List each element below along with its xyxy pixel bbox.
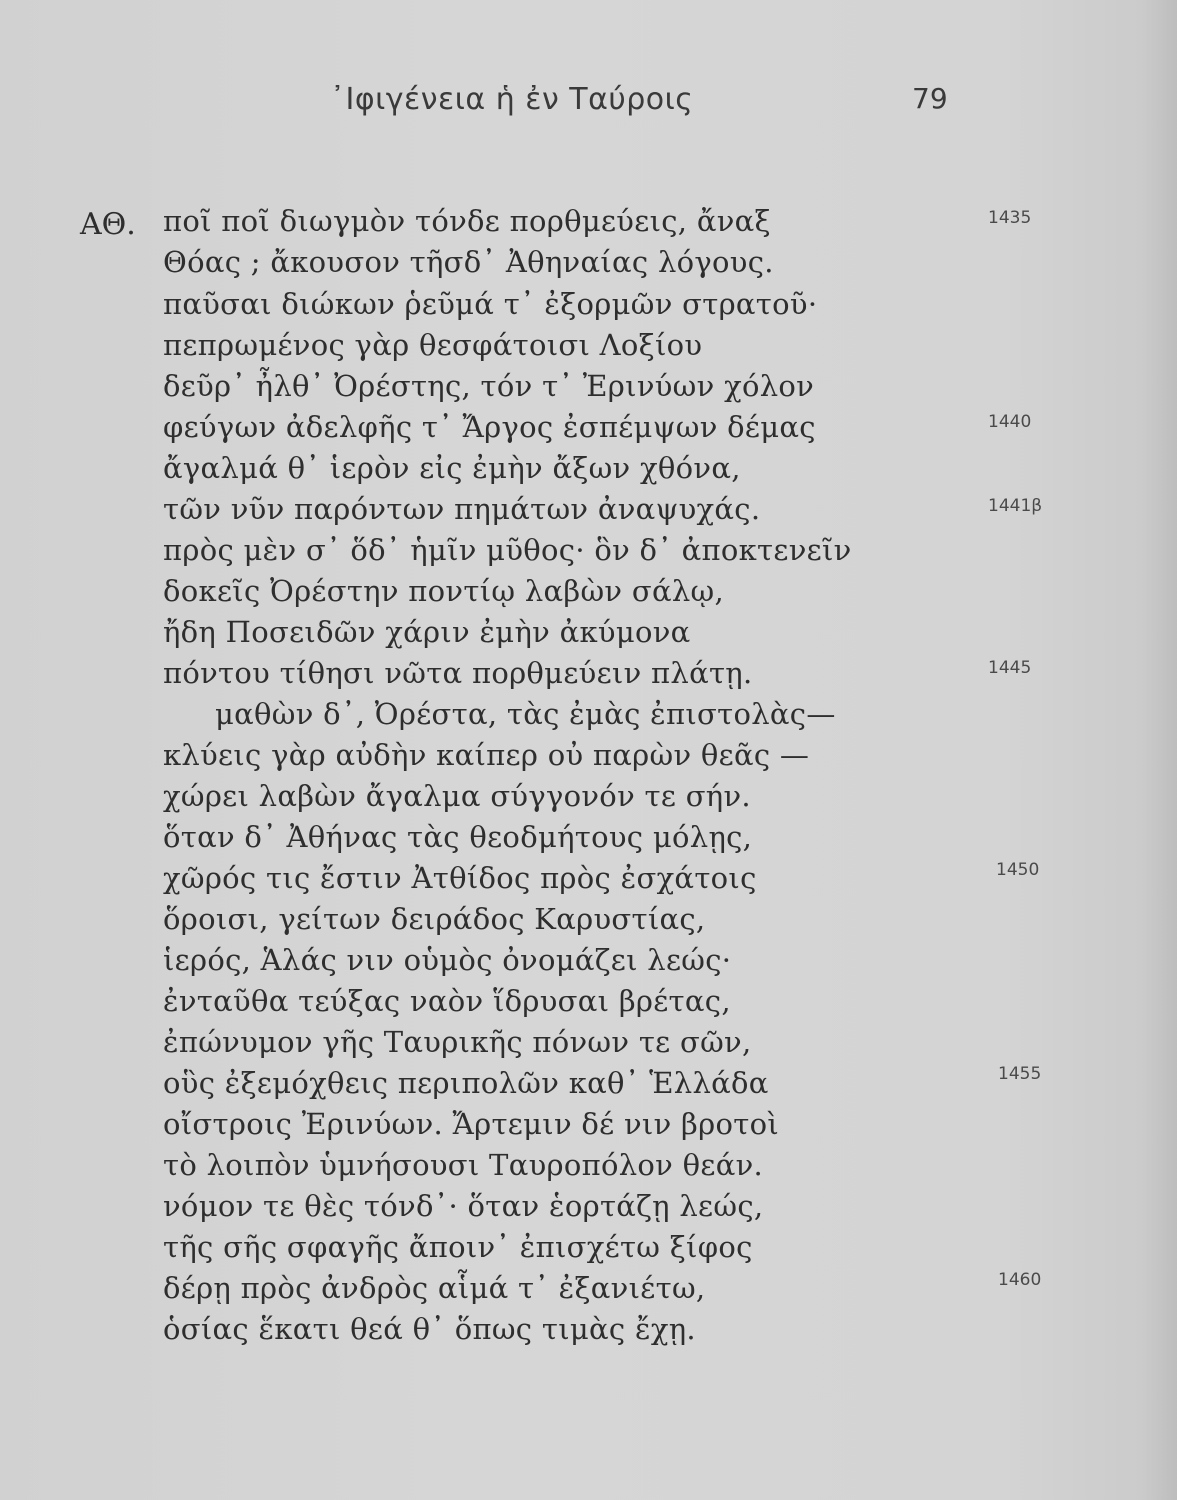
- verse-line: ἄγαλμά θ᾿ ἱερὸν εἰς ἐμὴν ἄξων χθόνα,: [163, 451, 741, 485]
- verse-line: οὓς ἐξεμόχθεις περιπολῶν καθ᾿ Ἑλλάδα: [163, 1066, 769, 1100]
- verse-line: πρὸς μὲν σ᾿ ὅδ᾿ ἡμῖν μῦθος· ὃν δ᾿ ἀποκτενεῖν: [163, 533, 852, 567]
- running-title: ᾿Ιφιγένεια ἡ ἐν Ταύροις: [330, 82, 694, 117]
- verse-line: οἴστροις Ἐρινύων. Ἄρτεμιν δέ νιν βροτοὶ: [163, 1107, 779, 1141]
- verse-line: ἐπώνυμον γῆς Ταυρικῆς πόνων τε σῶν,: [163, 1025, 752, 1059]
- verse-line: ὅροισι, γείτων δειράδος Καρυστίας,: [163, 902, 706, 936]
- verse-line: χώρει λαβὼν ἄγαλμα σύγγονόν τε σήν.: [163, 779, 751, 813]
- verse-line: ἤδη Ποσειδῶν χάριν ἐμὴν ἀκύμονα: [163, 615, 691, 649]
- line-number: 1445: [988, 658, 1032, 678]
- verse-line: τῶν νῦν παρόντων πημάτων ἀναψυχάς.: [163, 492, 761, 526]
- verse-line: ἐνταῦθα τεύξας ναὸν ἵδρυσαι βρέτας,: [163, 984, 731, 1018]
- verse-line: κλύεις γὰρ αὐδὴν καίπερ οὐ παρὼν θεᾶς —: [163, 738, 810, 772]
- line-number: 1450: [996, 860, 1040, 880]
- line-number: 1435: [988, 208, 1032, 228]
- verse-line: παῦσαι διώκων ῥεῦμά τ᾿ ἐξορμῶν στρατοῦ·: [163, 287, 818, 321]
- verse-line: φεύγων ἀδελφῆς τ᾿ Ἄργος ἐσπέμψων δέμας: [163, 410, 816, 444]
- verse-line: πεπρωμένος γὰρ θεσφάτοισι Λοξίου: [163, 328, 703, 362]
- verse-line: χῶρός τις ἔστιν Ἀτθίδος πρὸς ἐσχάτοις: [163, 861, 757, 895]
- verse-line: δέρῃ πρὸς ἀνδρὸς αἷμά τ᾿ ἐξανιέτω,: [163, 1271, 706, 1305]
- verse-line: ὁσίας ἕκατι θεά θ᾿ ὅπως τιμὰς ἔχῃ.: [163, 1312, 696, 1346]
- verse-line: Θόας ; ἄκουσον τῆσδ᾿ Ἀθηναίας λόγους.: [163, 245, 774, 279]
- verse-line: τῆς σῆς σφαγῆς ἄποιν᾿ ἐπισχέτω ξίφος: [163, 1230, 753, 1264]
- speaker-label: ΑΘ.: [80, 207, 136, 242]
- verse-line: ὅταν δ᾿ Ἀθήνας τὰς θεοδμήτους μόλῃς,: [163, 820, 753, 854]
- line-number: 1441β: [988, 496, 1043, 516]
- line-number: 1460: [998, 1270, 1042, 1290]
- page-number: 79: [912, 82, 948, 115]
- verse-line: δοκεῖς Ὀρέστην ποντίῳ λαβὼν σάλῳ,: [163, 574, 724, 608]
- verse-line: μαθὼν δ᾿, Ὀρέστα, τὰς ἐμὰς ἐπιστολὰς—: [215, 697, 836, 731]
- line-number: 1440: [988, 412, 1032, 432]
- verse-line: νόμον τε θὲς τόνδ᾿· ὅταν ἑορτάζῃ λεώς,: [163, 1189, 764, 1223]
- verse-line: ποῖ ποῖ διωγμὸν τόνδε πορθμεύεις, ἄναξ: [163, 204, 771, 238]
- line-number: 1455: [998, 1064, 1042, 1084]
- verse-line: ἱερός, Ἁλάς νιν οὑμὸς ὀνομάζει λεώς·: [163, 943, 732, 977]
- verse-line: πόντου τίθησι νῶτα πορθμεύειν πλάτῃ.: [163, 656, 753, 690]
- verse-line: τὸ λοιπὸν ὑμνήσουσι Ταυροπόλον θεάν.: [163, 1148, 764, 1182]
- verse-line: δεῦρ᾿ ἦλθ᾿ Ὀρέστης, τόν τ᾿ Ἐρινύων χόλον: [163, 369, 815, 403]
